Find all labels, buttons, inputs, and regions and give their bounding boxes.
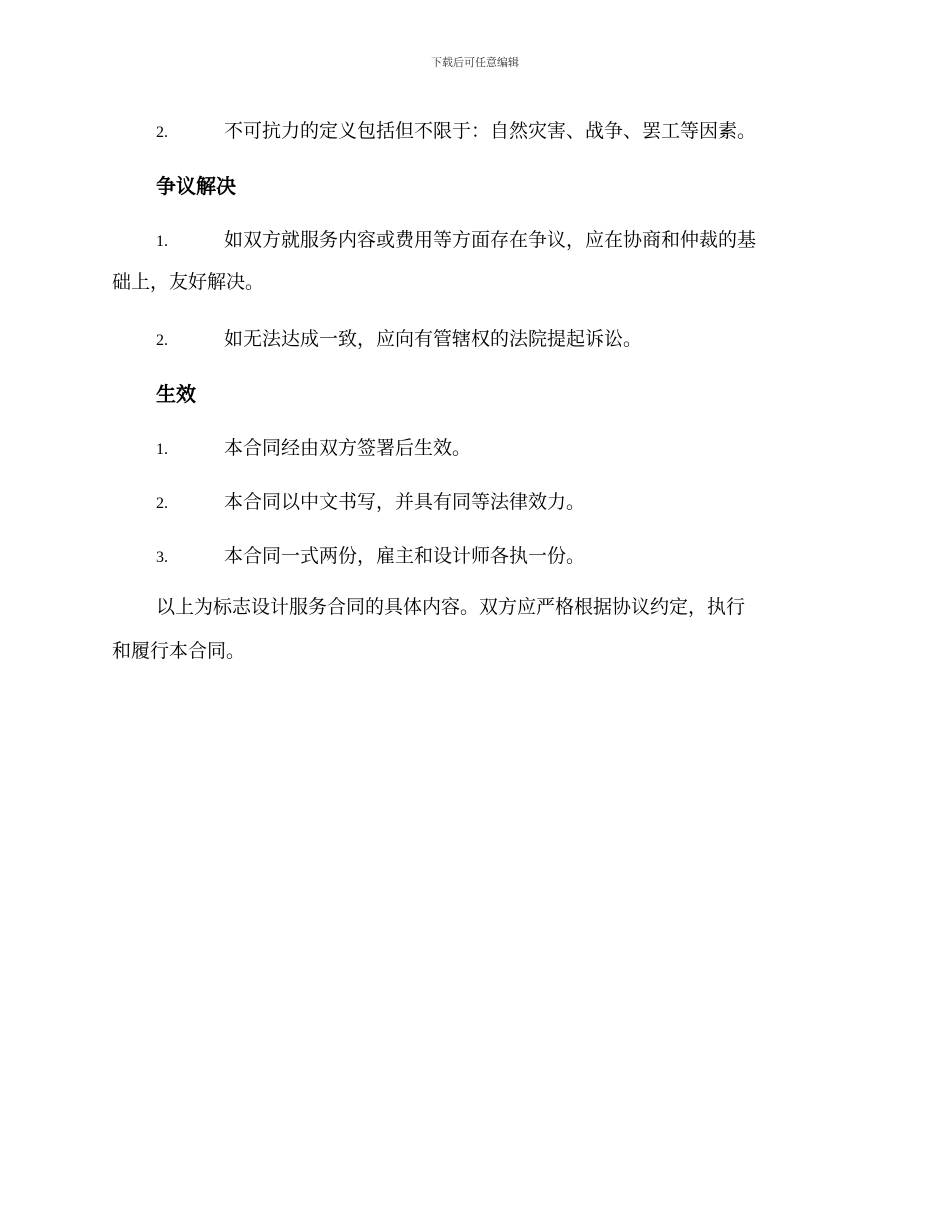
page-header: 下载后可任意编辑 <box>431 56 519 69</box>
list-number: 2. <box>156 124 168 141</box>
force-majeure-item-2 <box>156 116 756 143</box>
list-number: 2. <box>156 332 168 349</box>
effect-item-2 <box>156 487 585 514</box>
closing-line-2: 和履行本合同。 <box>112 640 246 662</box>
list-text: 本合同经由双方签署后生效。 <box>224 437 472 459</box>
list-text: 如无法达成一致，应向有管辖权的法院提起诉讼。 <box>224 328 643 350</box>
section-heading-effect: 生效 <box>156 382 196 406</box>
list-number: 2. <box>156 495 168 512</box>
list-text: 本合同一式两份，雇主和设计师各执一份。 <box>224 545 586 567</box>
list-number: 3. <box>156 549 168 566</box>
closing-line-1: 以上为标志设计服务合同的具体内容。双方应严格根据协议约定，执行 <box>156 596 746 618</box>
dispute-item-1 <box>156 225 756 252</box>
list-text: 不可抗力的定义包括但不限于：自然灾害、战争、罢工等因素。 <box>224 120 757 142</box>
list-text: 如双方就服务内容或费用等方面存在争议，应在协商和仲裁的基 <box>224 229 757 251</box>
dispute-item-2 <box>156 324 642 351</box>
list-text: 本合同以中文书写，并具有同等法律效力。 <box>224 491 586 513</box>
effect-item-3 <box>156 541 585 568</box>
list-number: 1. <box>156 233 168 250</box>
section-heading-dispute: 争议解决 <box>156 174 236 198</box>
effect-item-1 <box>156 433 471 460</box>
dispute-item-1-continuation: 础上，友好解决。 <box>112 271 265 293</box>
list-number: 1. <box>156 441 168 458</box>
closing-paragraph <box>112 585 832 673</box>
